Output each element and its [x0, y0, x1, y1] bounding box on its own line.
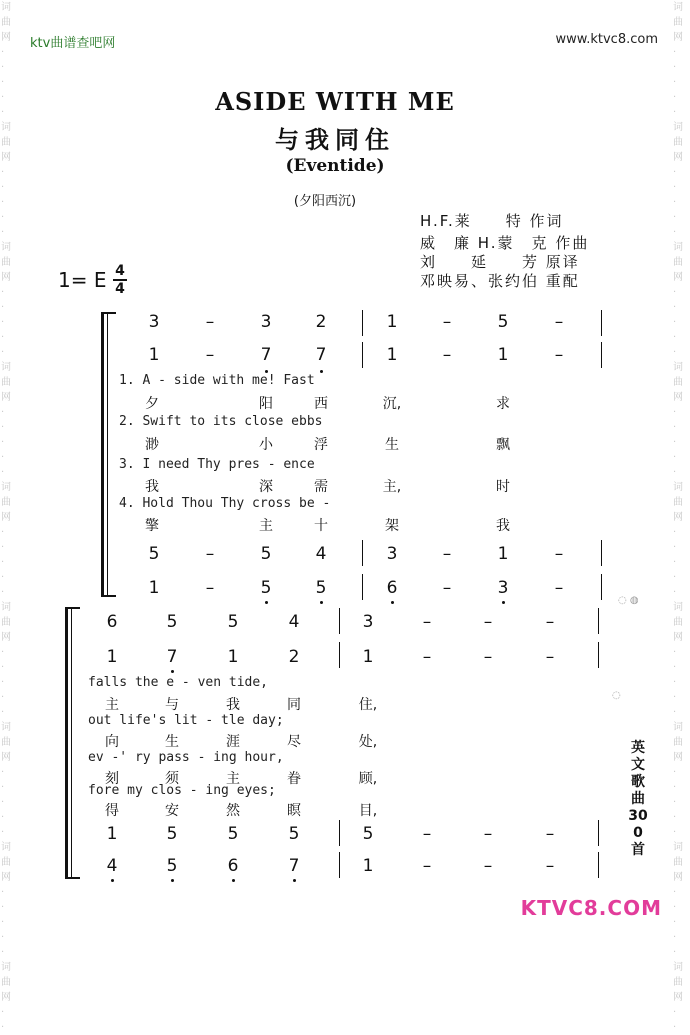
lyric-cn: 西	[314, 396, 328, 412]
key-signature: 1= E	[58, 268, 107, 292]
note: 5	[362, 824, 374, 844]
lyric-cn: 主	[259, 518, 273, 534]
note: 3	[362, 612, 374, 632]
lyric-cn: 小	[259, 437, 273, 453]
note: –	[554, 578, 564, 598]
note: 6	[386, 578, 398, 598]
site-url-right[interactable]: www.ktvc8.com	[555, 32, 658, 47]
note: –	[554, 312, 564, 332]
lyric-cn: 处,	[358, 734, 378, 750]
lyric-cn: 涯	[226, 734, 240, 750]
note: 7	[260, 345, 272, 365]
song-subtitle-english: (Eventide)	[285, 156, 385, 176]
note: 5	[166, 856, 178, 876]
lyric-cn: 须	[165, 771, 179, 787]
note: –	[442, 578, 452, 598]
note: 1	[386, 345, 398, 365]
note: 5	[166, 612, 178, 632]
note: –	[545, 647, 555, 667]
lyric-cn: 擎	[145, 518, 159, 534]
note: 3	[260, 312, 272, 332]
song-subtitle-chinese: (夕阳西沉)	[293, 194, 357, 209]
note: –	[205, 345, 215, 365]
note: 1	[497, 345, 509, 365]
lyric-cn: 沉,	[382, 396, 402, 412]
book-label: 英文歌曲300首	[628, 740, 648, 858]
note: 1	[386, 312, 398, 332]
note: 3	[386, 544, 398, 564]
note: 6	[227, 856, 239, 876]
lyric-verse-2-en-cont: out life's lit - tle day;	[88, 713, 284, 728]
note: –	[205, 544, 215, 564]
credit-lyricist: H.F.莱 特 作词	[420, 212, 564, 230]
lyric-cn: 求	[496, 396, 510, 412]
lyric-cn: 向	[105, 734, 119, 750]
note: 5	[497, 312, 509, 332]
note: –	[545, 612, 555, 632]
note: 5	[260, 544, 272, 564]
ktvc8-logo[interactable]: KTVC8.COM	[520, 896, 662, 920]
note: 4	[288, 612, 300, 632]
lyric-cn: 飘	[496, 437, 510, 453]
note: –	[422, 824, 432, 844]
note: –	[545, 824, 555, 844]
note: 5	[227, 612, 239, 632]
system-1-bracket	[101, 312, 104, 597]
note: –	[442, 312, 452, 332]
lyric-cn: 时	[496, 479, 510, 495]
lyric-cn: 主	[105, 697, 119, 713]
note: –	[483, 856, 493, 876]
lyric-cn: 架	[385, 518, 399, 534]
lyric-cn: 顾,	[358, 771, 378, 787]
lyric-cn: 主	[226, 771, 240, 787]
note: –	[483, 824, 493, 844]
note: 2	[288, 647, 300, 667]
note: 5	[148, 544, 160, 564]
note: –	[483, 647, 493, 667]
lyric-cn: 需	[314, 479, 328, 495]
note: 7	[166, 647, 178, 667]
lyric-verse-3-en: 3. I need Thy pres - ence	[119, 457, 315, 472]
lyric-verse-3-en-cont: ev -' ry pass - ing hour,	[88, 750, 284, 765]
time-signature-top: 4	[115, 263, 125, 279]
lyric-cn: 阳	[259, 396, 273, 412]
time-signature-bottom: 4	[115, 281, 125, 297]
note: 1	[106, 647, 118, 667]
time-signature	[113, 264, 127, 296]
lyric-cn: 眷	[287, 771, 301, 787]
note: 1	[106, 824, 118, 844]
lyric-cn: 主,	[382, 479, 402, 495]
note: 3	[497, 578, 509, 598]
lyric-cn: 然	[226, 803, 240, 819]
credit-arranger: 邓映易、张约伯 重配	[420, 272, 580, 290]
note: 1	[497, 544, 509, 564]
credit-composer: 威 廉 H.蒙 克 作曲	[420, 234, 590, 252]
note: 6	[106, 612, 118, 632]
lyric-cn: 同	[287, 697, 301, 713]
lyric-cn: 住,	[358, 697, 378, 713]
lyric-cn: 瞑	[287, 803, 301, 819]
note: 2	[315, 312, 327, 332]
note: 1	[362, 856, 374, 876]
note: –	[422, 647, 432, 667]
song-title-chinese: 与我同住	[275, 126, 395, 154]
lyric-cn: 我	[145, 479, 159, 495]
note: 1	[227, 647, 239, 667]
note: 5	[315, 578, 327, 598]
note: –	[554, 544, 564, 564]
note: –	[554, 345, 564, 365]
lyric-cn: 渺	[145, 437, 159, 453]
note: 1	[148, 578, 160, 598]
note: 5	[288, 824, 300, 844]
note: 5	[260, 578, 272, 598]
lyric-verse-4-en-cont: fore my clos - ing eyes;	[88, 783, 276, 798]
stamp-mark: ◌	[612, 690, 621, 701]
lyric-verse-1-en: 1. A - side with me! Fast	[119, 373, 315, 388]
lyric-cn: 尽	[287, 734, 301, 750]
left-watermark-column: 词 曲 网 · · · · · 词 曲 网 · · · · · 词 曲 网 · · · · · 词 曲 网 · · · · · 词 曲 网 · · · · · 词 曲 网 · · · · · 词 曲 网 · · · · · 词 曲 网 · · · · · 词 曲 网 · ·	[1, 2, 11, 1033]
note: –	[483, 612, 493, 632]
lyric-cn: 夕	[145, 396, 159, 412]
lyric-cn: 安	[165, 803, 179, 819]
note: 3	[148, 312, 160, 332]
note: –	[442, 345, 452, 365]
stamp-mark: ◌ ◍	[618, 595, 639, 606]
lyric-cn: 目,	[358, 803, 378, 819]
note: 4	[315, 544, 327, 564]
note: 5	[227, 824, 239, 844]
lyric-cn: 得	[105, 803, 119, 819]
lyric-verse-4-en: 4. Hold Thou Thy cross be -	[119, 496, 331, 511]
lyric-cn: 生	[165, 734, 179, 750]
lyric-cn: 深	[259, 479, 273, 495]
note: 1	[148, 345, 160, 365]
site-name-left[interactable]: ktv曲谱查吧网	[30, 36, 116, 51]
note: 1	[362, 647, 374, 667]
note: 5	[166, 824, 178, 844]
lyric-cn: 我	[226, 697, 240, 713]
lyric-cn: 生	[385, 437, 399, 453]
lyric-verse-1-en-cont: falls the e - ven tide,	[88, 675, 269, 690]
song-title-english: ASIDE WITH ME	[215, 87, 455, 116]
note: 7	[288, 856, 300, 876]
lyric-cn: 与	[165, 697, 179, 713]
right-watermark-column: 词 曲 网 · · · · · 词 曲 网 · · · · · 词 曲 网 · · · · · 词 曲 网 · · · · · 词 曲 网 · · · · · 词 曲 网 · · · · · 词 曲 网 · · · · · 词 曲 网 · · · · · 词 曲 网 · ·	[673, 2, 683, 1033]
lyric-verse-2-en: 2. Swift to its close ebbs	[119, 414, 323, 429]
note: –	[205, 312, 215, 332]
lyric-cn: 十	[314, 518, 328, 534]
lyric-cn: 浮	[314, 437, 328, 453]
note: 4	[106, 856, 118, 876]
system-2-bracket	[65, 607, 68, 879]
note: 7	[315, 345, 327, 365]
lyric-cn: 我	[496, 518, 510, 534]
note: –	[205, 578, 215, 598]
lyric-cn: 刻	[105, 771, 119, 787]
note: –	[442, 544, 452, 564]
note: –	[422, 856, 432, 876]
credit-translator: 刘 延 芳 原译	[420, 253, 580, 271]
note: –	[422, 612, 432, 632]
note: –	[545, 856, 555, 876]
